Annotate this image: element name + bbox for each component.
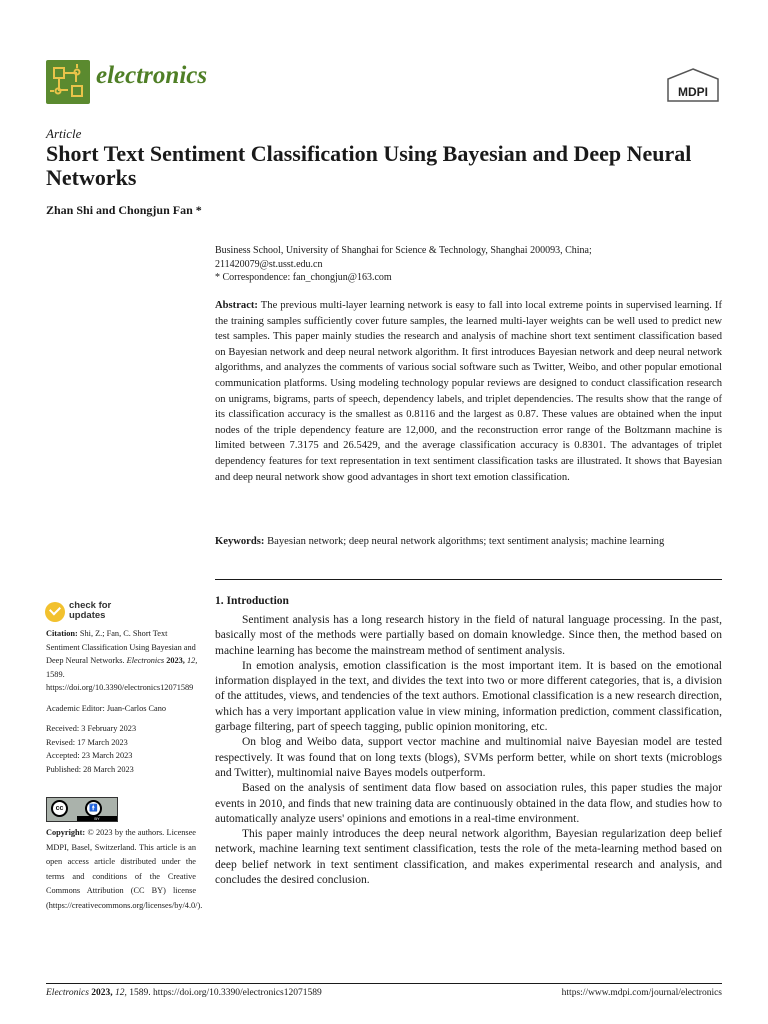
abstract <box>215 298 722 485</box>
correspondence: * Correspondence: fan_chongjun@163.com <box>215 272 392 283</box>
citation-journal: Electronics <box>126 656 165 665</box>
by-label: BY <box>77 816 117 821</box>
citation-doi[interactable]: 1589. https://doi.org/10.3390/electronics12071589 <box>46 669 194 692</box>
cc-by-license-badge[interactable] <box>46 797 118 822</box>
affiliation-block <box>215 244 725 285</box>
academic-editor: Academic Editor: Juan-Carlos Cano <box>46 703 167 713</box>
circuit-icon <box>46 60 90 104</box>
person-icon: 🚹 <box>85 800 102 817</box>
journal-logo <box>46 60 90 104</box>
abstract-label: Abstract: <box>215 300 258 311</box>
paragraph: This paper mainly introduces the deep neural network algorithm, Bayesian regularization deep belief network, machine learning text sentiment classification, tests the role of the meta-learning method based on deep belief network in text sentiment classification, and makes experimental research and analysis, and concludes the desired conclusion. <box>215 828 722 887</box>
author-email[interactable]: 211420079@st.usst.edu.cn <box>215 258 323 270</box>
copyright-text: © 2023 by the authors. Licensee MDPI, Basel, Switzerland. This article is an open access article distributed under the terms and conditions of the Creative Commons Attribution (CC BY) license (https://creativecommons.org/licenses/by/4.0/). <box>46 828 203 910</box>
article-authors: Zhan Shi and Chongjun Fan * <box>46 203 202 217</box>
abstract-text: The previous multi-layer learning network is easy to fall into local extreme points in supervised learning. If the training samples sufficiently cover future samples, the learned multi-layer weights can be well used to predict new test samples. This paper mainly studies the research and analysis of machine short text sentiment classification based on Bayesian network and deep neural network algorithm. It first introduces Bayesian network and deep neural network algorithms, and analyzes the comments of various social software such as Twitter, Weibo, and other popular emotional communication platforms. Using modeling technology popular reviews are designed to conduct classification research on unigrams, bigrams, parts of speech, dependency labels, and triplet dependencies. The results show that the range of its classification accuracy is the smallest as 0.8116 and the largest as 0.87. These values are obtained when the input nodes of the triple dependency feature are 12,000, and the reconstruction error range of the Boltzmann machine is limited between 7.3175 and 26.5429, and the average classification accuracy is 0.8301. The advantages of triplet dependency features for text representation in text sentiment classification tasks are illustrated. It shows that Bayesian and deep neural network show good advantages in short text emotion classification. <box>215 300 722 483</box>
keywords <box>215 535 725 549</box>
journal-name[interactable]: electronics <box>96 62 208 89</box>
paragraph: Sentiment analysis has a long research history in the field of natural language processing. In the past, basically most of the methods were partially based on domain knowledge. Since then, the method based on machine learning has become the mainstream method of sentiment analysis. <box>215 614 722 657</box>
article-info-sidebar <box>46 627 201 776</box>
accepted-date: Accepted: 23 March 2023 <box>46 751 133 760</box>
received-date: Received: 3 February 2023 <box>46 724 137 733</box>
footer-doi[interactable]: 1589. https://doi.org/10.3390/electronics12071589 <box>129 988 322 998</box>
copyright-label: Copyright: <box>46 828 86 837</box>
footer-divider <box>46 983 722 984</box>
footer-journal: Electronics <box>46 988 89 998</box>
check-line: check for <box>69 600 112 611</box>
check-line: updates <box>69 610 106 621</box>
paragraph: On blog and Weibo data, support vector machine and multinomial naive Bayesian model are tested respectively. It was found that on long texts (blogs), SVMs perform better, while on short texts (microblogs and Twitter), multinomial naive Bayes models outperform. <box>215 736 722 779</box>
publisher-name: MDPI <box>678 85 708 99</box>
citation-label: Citation: <box>46 629 78 638</box>
checkmark-icon <box>45 602 65 622</box>
footer-year: 2023, <box>91 988 113 998</box>
footer-volume: 12, <box>115 988 127 998</box>
introduction-text <box>215 613 722 888</box>
citation <box>46 627 201 695</box>
abstract-divider <box>215 579 722 580</box>
article-title: Short Text Sentiment Classification Using Bayesian and Deep Neural Networks <box>46 141 692 190</box>
paragraph: In emotion analysis, emotion classification is the most important item. It is based on the emotional information displayed in the text, and divides the text into two or more different categories, that is, a division of the attitudes, views, and tendencies of the text authors. Emotional classification is a new research direction, which has a very important application value in view mining, information prediction, comment classification, garbage filtering, part of speech tagging, public opinion monitoring, etc. <box>215 659 722 734</box>
citation-volume: 12, <box>186 656 198 665</box>
revised-date: Revised: 17 March 2023 <box>46 737 128 747</box>
copyright-notice <box>46 826 203 914</box>
keywords-text: Bayesian network; deep neural network algorithms; text sentiment analysis; machine learning <box>267 536 665 547</box>
cc-icon: cc <box>51 800 68 817</box>
citation-year: 2023, <box>166 656 185 665</box>
keywords-label: Keywords: <box>215 536 265 547</box>
check-for-updates-badge[interactable] <box>45 601 125 623</box>
affiliation-line: Business School, University of Shanghai for Science & Technology, Shanghai 200093, China; <box>215 245 592 256</box>
footer-journal-url[interactable]: https://www.mdpi.com/journal/electronics <box>561 988 722 998</box>
published-date: Published: 28 March 2023 <box>46 764 134 774</box>
section-heading: 1. Introduction <box>215 595 289 607</box>
citation-text: Shi, Z.; Fan, C. Short Text Sentiment Classification Using Bayesian and Deep Neural Networks. <box>46 629 196 665</box>
publisher-logo[interactable] <box>665 68 721 104</box>
footer-citation <box>46 988 322 998</box>
paragraph: Based on the analysis of sentiment data flow based on association rules, this paper studies the major events in 2010, and finds that new training data are continuously obtained in the data flow, and studies how to automatically analyze users' opinions and emotions in a real-time environment. <box>215 782 722 825</box>
article-type: Article <box>46 126 82 141</box>
